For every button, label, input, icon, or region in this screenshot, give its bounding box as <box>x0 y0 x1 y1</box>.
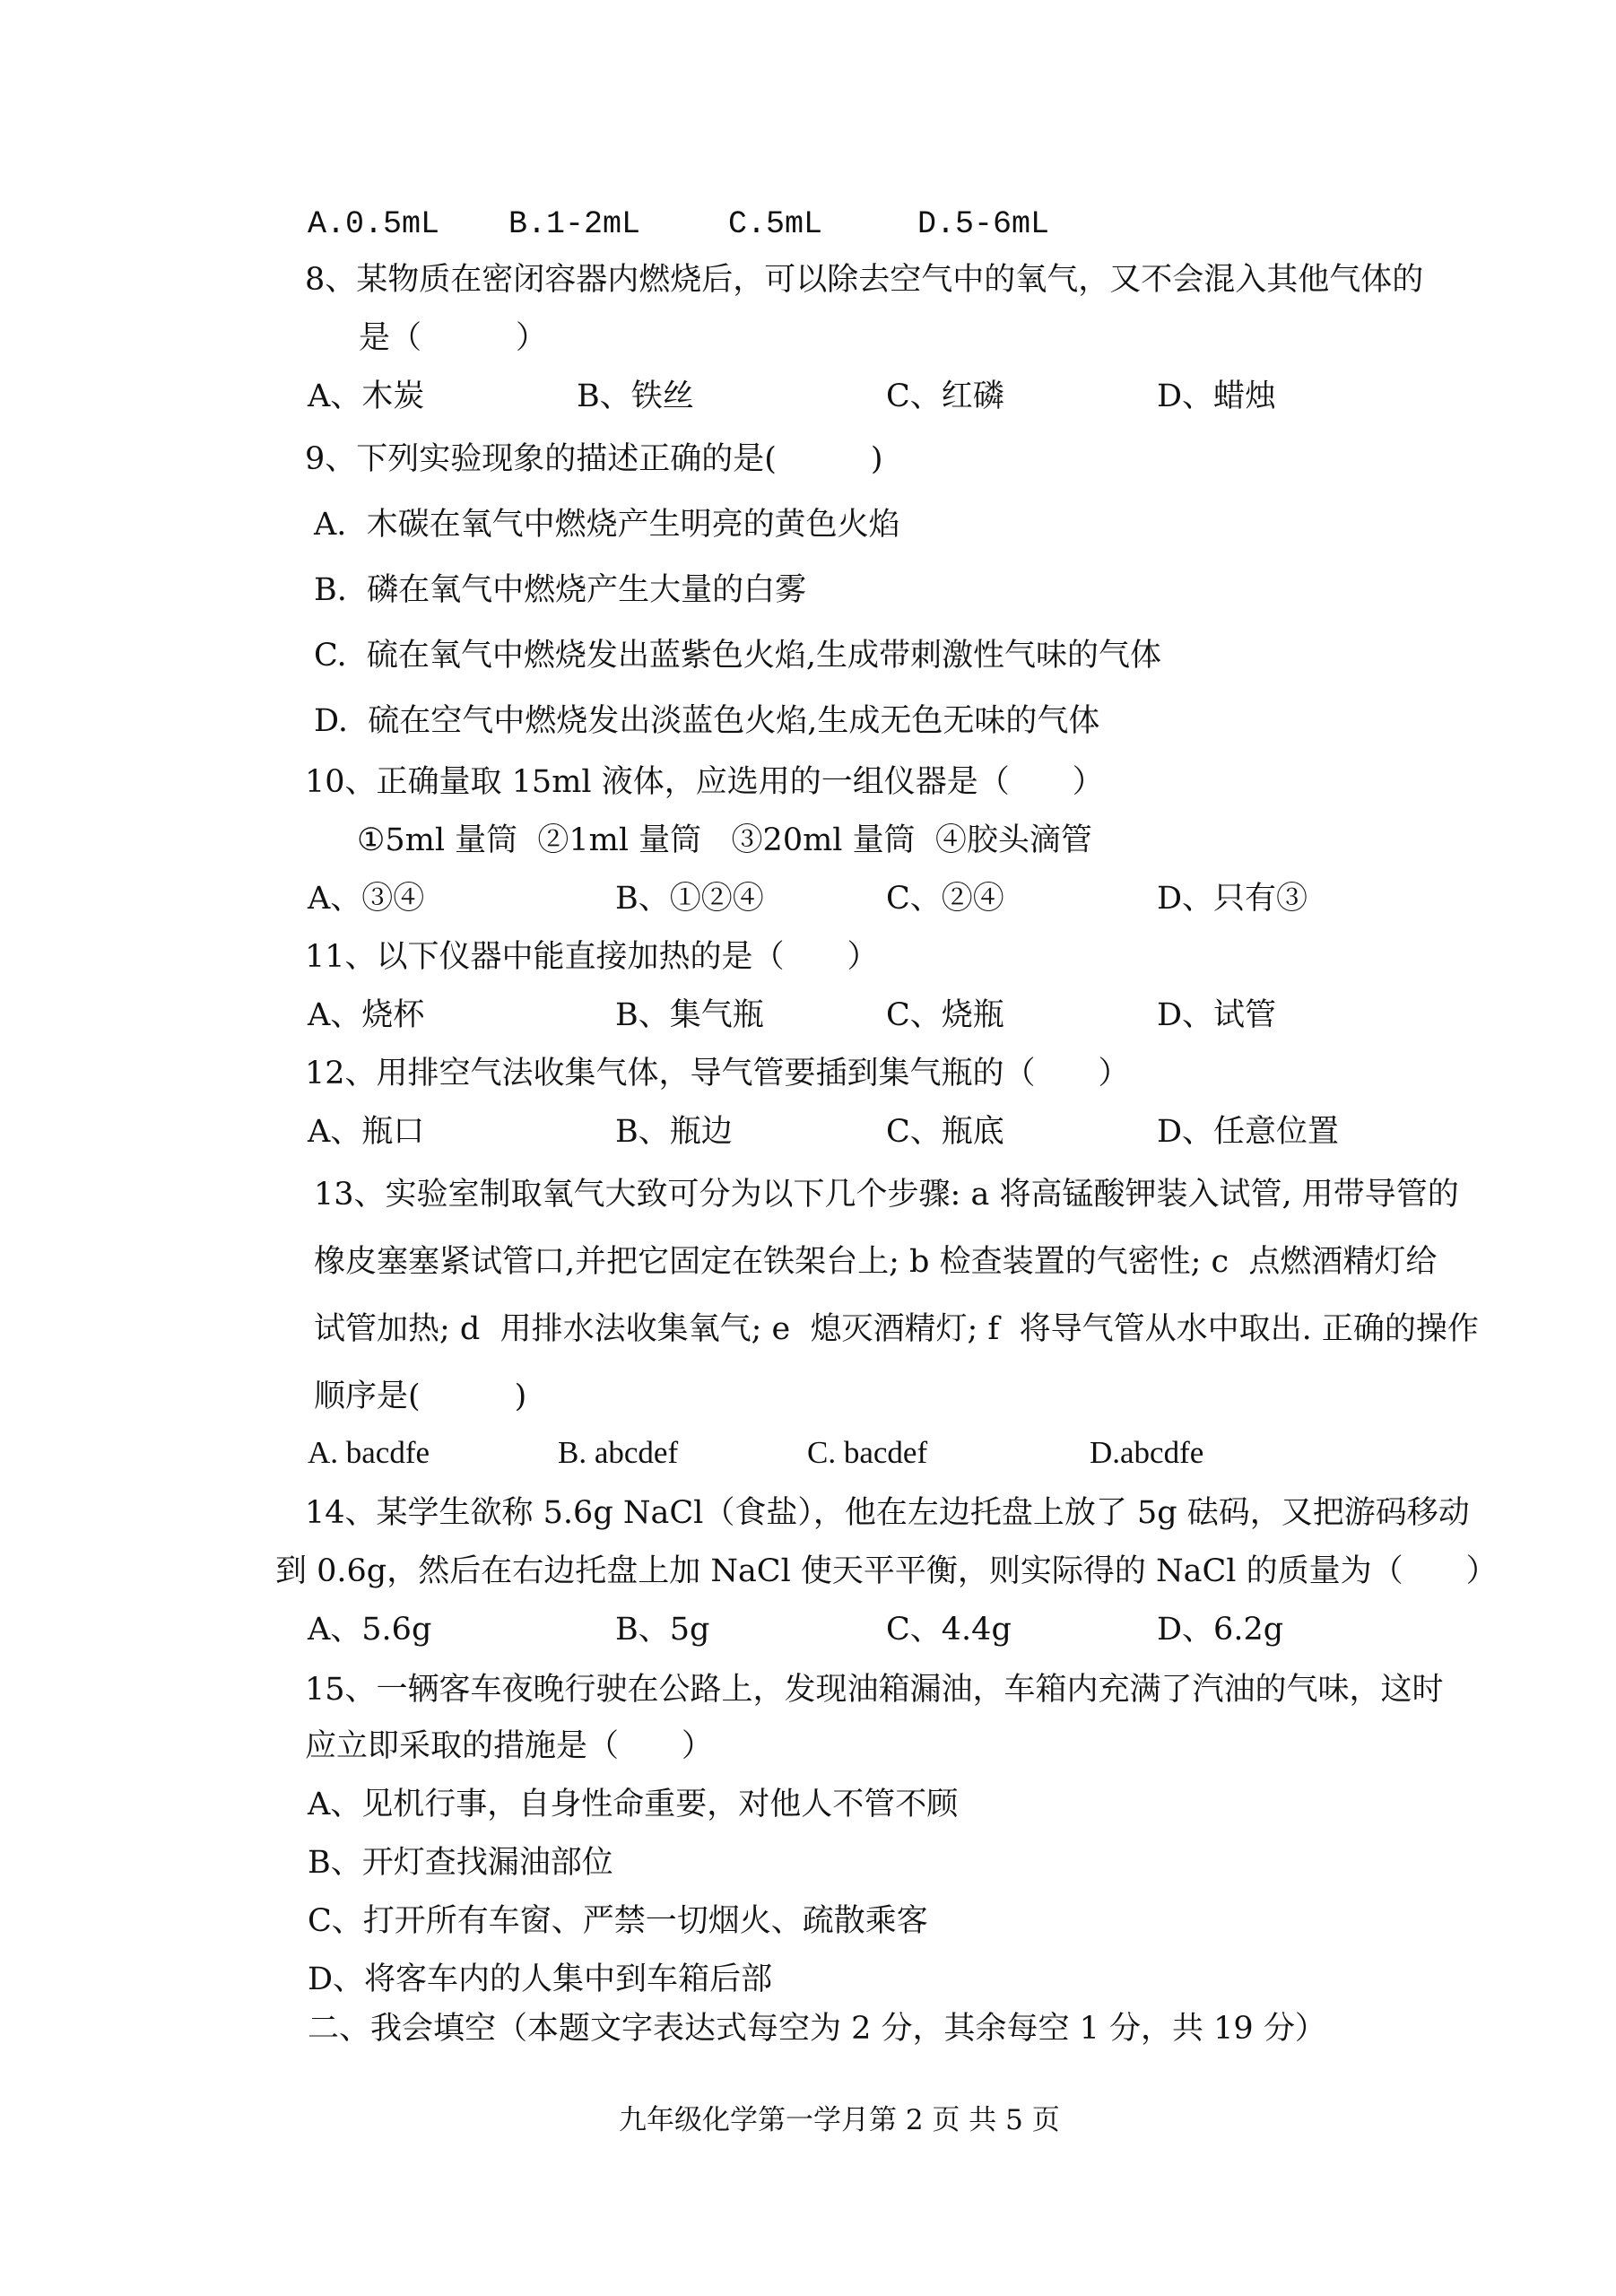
q13-line3: 试管加热; d 用排水法收集氧气; e 熄灭酒精灯; f 将导气管从水中取出. 正确的操作 <box>314 1311 1479 1347</box>
q11-option-c: C、烧瓶 <box>886 997 1004 1033</box>
q12-option-d: D、任意位置 <box>1157 1114 1340 1150</box>
q7-option-b: B.1-2mL <box>508 206 641 242</box>
q11-option-b: B、集气瓶 <box>615 997 764 1033</box>
page-footer: 九年级化学第一学月第 2 页 共 5 页 <box>619 2104 1060 2136</box>
q13-option-d: D.abcdfe <box>1090 1435 1204 1470</box>
q13-option-c: C. bacdef <box>807 1435 928 1470</box>
q8-option-d: D、蜡烛 <box>1157 378 1277 414</box>
q14-line2: 到 0.6g，然后在右边托盘上加 NaCl 使天平平衡，则实际得的 NaCl 的质量为（ ） <box>275 1553 1498 1589</box>
q8-stem-line1: 8、某物质在密闭容器内燃烧后，可以除去空气中的氧气，又不会混入其他气体的 <box>305 262 1424 298</box>
q11-stem: 11、以下仪器中能直接加热的是（ ） <box>305 939 879 975</box>
q7-option-c: C.5mL <box>728 206 823 242</box>
q10-option-a: A、③④ <box>308 881 425 917</box>
q11-option-a: A、烧杯 <box>308 997 425 1033</box>
q7-option-d: D.5-6mL <box>917 206 1050 242</box>
q12-option-c: C、瓶底 <box>886 1114 1004 1150</box>
q14-option-d: D、6.2g <box>1157 1612 1284 1648</box>
q12-option-a: A、瓶口 <box>308 1114 425 1150</box>
section2-title: 二、我会填空（本题文字表达式每空为 2 分，其余每空 1 分，共 19 分） <box>308 2011 1326 2047</box>
q13-option-a: A. bacdfe <box>308 1435 430 1470</box>
q15-option-a: A、见机行事，自身性命重要，对他人不管不顾 <box>308 1787 959 1822</box>
q9-option-b: B. 磷在氧气中燃烧产生大量的白雾 <box>314 572 807 608</box>
q14-option-c: C、4.4g <box>886 1612 1012 1648</box>
q12-option-b: B、瓶边 <box>615 1114 733 1150</box>
q15-option-c: C、打开所有车窗、严禁一切烟火、疏散乘客 <box>308 1903 928 1939</box>
q13-line4: 顺序是( ) <box>314 1378 527 1414</box>
q9-option-c: C. 硫在氧气中燃烧发出蓝紫色火焰,生成带刺激性气味的气体 <box>314 638 1162 674</box>
q8-option-a: A、木炭 <box>308 378 425 414</box>
q15-option-d: D、将客车内的人集中到车箱后部 <box>308 1961 773 1997</box>
q14-option-a: A、5.6g <box>308 1612 432 1648</box>
q8-stem-line2: 是（ ） <box>359 320 548 356</box>
q10-items: ①5ml 量筒 ②1ml 量筒 ③20ml 量筒 ④胶头滴管 <box>357 822 1092 858</box>
q13-line2: 橡皮塞塞紧试管口,并把它固定在铁架台上; b 检查装置的气密性; c 点燃酒精灯给 <box>314 1244 1438 1280</box>
q10-option-d: D、只有③ <box>1157 881 1308 917</box>
q13-option-b: B. abcdef <box>558 1435 679 1470</box>
q10-stem: 10、正确量取 15ml 液体，应选用的一组仪器是（ ） <box>305 764 1104 800</box>
q14-option-b: B、5g <box>615 1612 710 1648</box>
q9-option-a: A. 木碳在氧气中燃烧产生明亮的黄色火焰 <box>314 507 900 543</box>
q15-line1: 15、一辆客车夜晚行驶在公路上，发现油箱漏油，车箱内充满了汽油的气味，这时 <box>305 1672 1444 1708</box>
q10-option-c: C、②④ <box>886 881 1004 917</box>
q9-option-d: D. 硫在空气中燃烧发出淡蓝色火焰,生成无色无味的气体 <box>314 703 1100 739</box>
q11-option-d: D、试管 <box>1157 997 1277 1033</box>
q10-option-b: B、①②④ <box>615 881 764 917</box>
q15-line2: 应立即采取的措施是（ ） <box>305 1728 714 1764</box>
q9-stem: 9、下列实验现象的描述正确的是( ) <box>305 441 883 477</box>
q8-option-b: B、铁丝 <box>577 378 694 414</box>
q15-option-b: B、开灯查找漏油部位 <box>308 1845 613 1881</box>
q7-option-a: A.0.5mL <box>308 206 440 242</box>
q8-option-c: C、红磷 <box>886 378 1004 414</box>
q13-line1: 13、实验室制取氧气大致可分为以下几个步骤: a 将高锰酸钾装入试管, 用带导管的 <box>314 1177 1459 1213</box>
q12-stem: 12、用排空气法收集气体，导气管要插到集气瓶的（ ） <box>305 1056 1130 1091</box>
q14-line1: 14、某学生欲称 5.6g NaCl（食盐），他在左边托盘上放了 5g 砝码，又把游码移动 <box>305 1495 1470 1531</box>
